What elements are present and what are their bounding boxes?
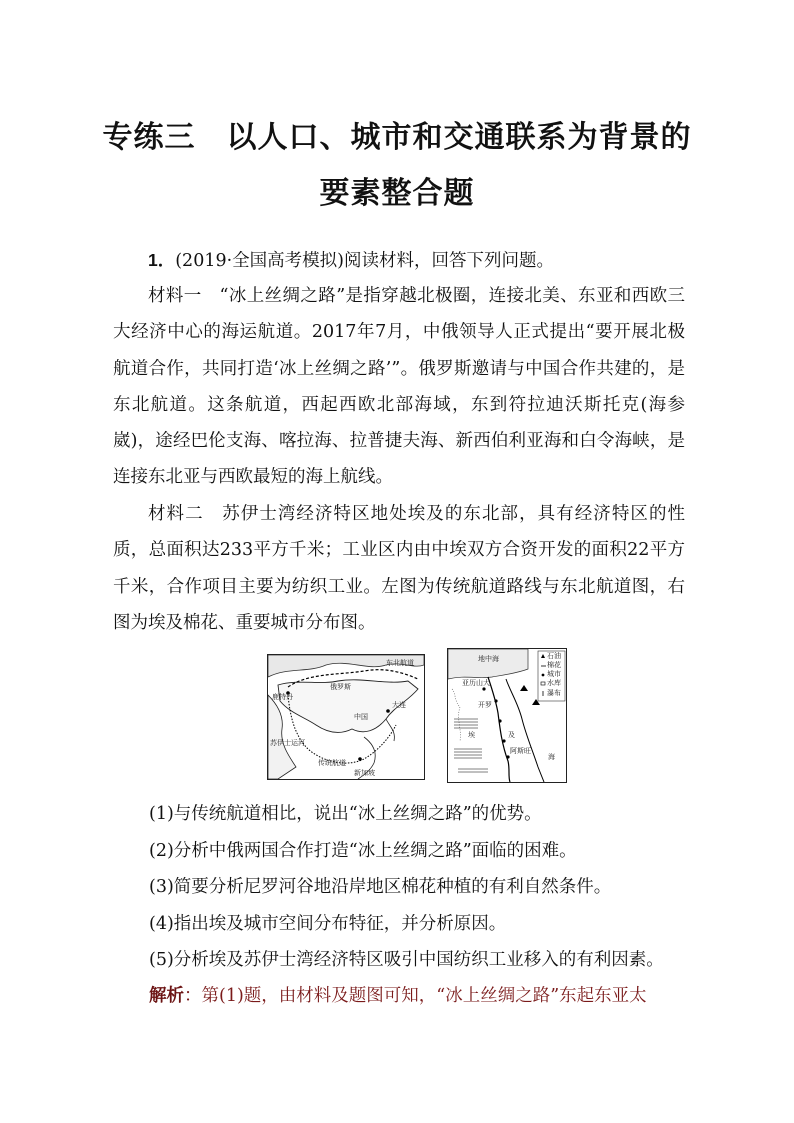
question-header: [113, 242, 685, 279]
analysis-label: 解析: [149, 986, 184, 1006]
label-russia: 俄罗斯: [330, 683, 351, 691]
legend-waterfall: 瀑布: [547, 689, 561, 697]
label-cairo: 开罗: [478, 701, 492, 709]
question-number: 1．: [148, 250, 176, 270]
sub-question-5: (5)分析埃及苏伊士湾经济特区吸引中国纺织工业移入的有利因素。: [149, 950, 664, 970]
label-egypt-2: 及: [508, 731, 515, 739]
label-china: 中国: [354, 713, 368, 721]
label-alexandria: 亚历山大: [462, 679, 490, 687]
route-map: [267, 654, 425, 780]
legend-cotton: 棉花: [547, 661, 561, 669]
sub-question-2: (2)分析中俄两国合作打造“冰上丝绸之路”面临的困难。: [149, 840, 577, 861]
analysis-text: ：第(1)题，由材料及题图可知，“冰上丝绸之路”东起东亚太: [184, 986, 647, 1006]
label-sea: 海: [548, 753, 555, 761]
sub-question-1: (1)与传统航道相比，说出“冰上丝绸之路”的优势。: [149, 804, 542, 824]
analysis: [149, 978, 709, 1014]
legend-city: 城市: [547, 670, 561, 678]
sub-question-4: (4)指出埃及城市空间分布特征，并分析原因。: [149, 913, 507, 934]
route-map-svg: [268, 655, 424, 779]
label-dalian: 大连: [392, 701, 406, 709]
legend-oil: 石油: [547, 652, 561, 660]
material-one: 材料一 “冰上丝绸之路”是指穿越北极圈，连接北美、东亚和西欧三大经济中心的海运航道。2017年7月，中俄领导人正式提出“要开展北极航道合作，共同打造‘冰上丝绸之路’”。俄罗斯邀请与中国合作共建的，是东北航道。这条航道，西起西欧北部海域，东到符拉迪沃斯托克(海参崴)，途经巴伦支海、喀拉海、拉普捷夫海、新西伯利亚海和白令海峡，是连接东北亚与西欧最短的海上航线。: [113, 286, 685, 488]
label-mediterranean: 地中海: [478, 655, 499, 663]
legend-reservoir: 水库: [547, 679, 561, 687]
label-northeast-route: 东北航道: [386, 659, 414, 667]
label-egypt-1: 埃: [468, 731, 475, 739]
egypt-map-svg: [448, 649, 566, 782]
material-two: 材料二 苏伊士湾经济特区地处埃及的东北部，具有经济特区的性质，总面积达233平方千米；工业区内由中埃双方合资开发的面积22平方千米，合作项目主要为纺织工业。左图为传统航道路线与东北航道图，右图为埃及棉花、重要城市分布图。: [113, 504, 685, 633]
label-singapore: 新加坡: [354, 769, 375, 777]
page-title-line1: 专练三 以人口、城市和交通联系为背景的: [102, 120, 692, 155]
label-suez: 苏伊士运河: [270, 739, 305, 747]
page-title-line2: 要素整合题: [319, 176, 475, 211]
sub-question-3: (3)简要分析尼罗河谷地沿岸地区棉花种植的有利自然条件。: [149, 877, 612, 897]
egypt-map: [447, 648, 567, 783]
label-rotterdam: 鹿特丹: [272, 693, 293, 701]
sub-question-list: [149, 796, 709, 979]
label-traditional-route: 传统航道: [318, 759, 346, 767]
label-aswan: 阿斯旺: [510, 747, 531, 755]
question-source: (2019·全国高考模拟)阅读材料，回答下列问题。: [175, 251, 554, 271]
